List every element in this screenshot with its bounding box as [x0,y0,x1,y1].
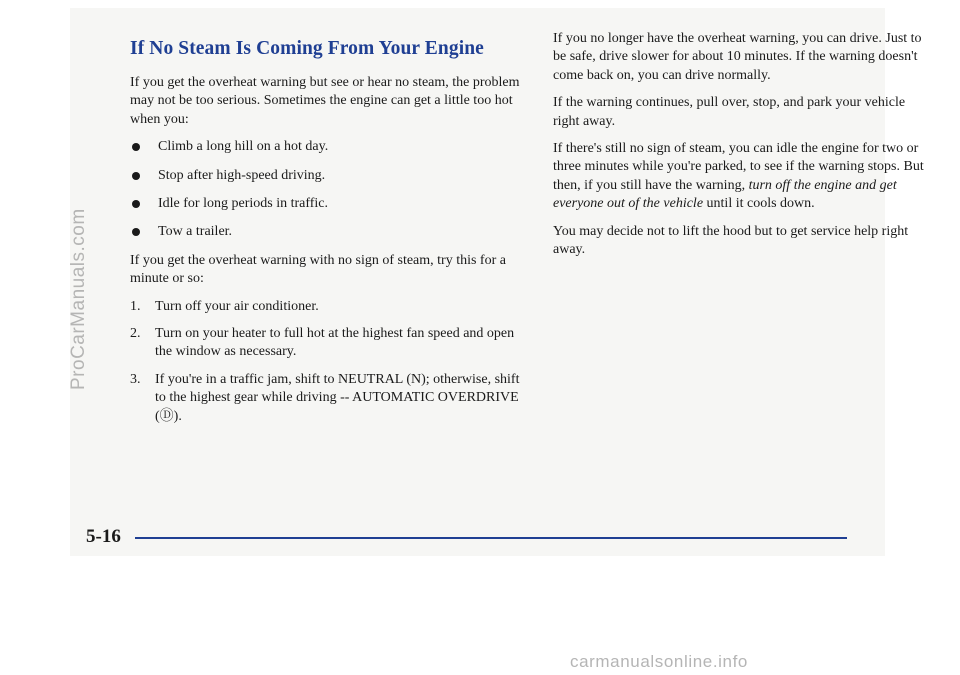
instruction-paragraph: If you get the overheat warning with no sign of steam, try this for a minute or so: [130,252,506,287]
list-item [130,167,520,185]
footer-rule [135,537,847,539]
list-item [130,138,520,156]
p3-italic-warning: turn off the engine and get everyone out of the vehicle [553,177,897,212]
right-paragraph-2: If the warning continues, pull over, stop, and park your vehicle right away. [553,95,906,129]
manual-page [70,8,924,556]
list-item [130,195,520,213]
list-item [130,223,520,241]
p3-text-end: until it cools down. [703,196,815,212]
steps-list [130,298,520,426]
step-text: If you're in a traffic jam, shift to NEUTRAL (N); otherwise, shift to the highest gear while driving -- AUTOMATIC OVERDRIVE (Ⓓ). [155,371,520,424]
right-paragraph-1: If you no longer have the overheat warning, you can drive. Just to be safe, drive slower for about 10 minutes. If the warning doesn't come back on, you can drive normally. [553,31,922,83]
right-paragraph-3 [553,140,933,214]
step-number: 1. [130,298,141,314]
right-paragraph-4: You may decide not to lift the hood but to get service help right away. [553,223,909,258]
list-item-text: Stop after high-speed driving. [158,167,326,183]
right-column [553,30,933,268]
bullet-icon [132,143,140,151]
bullet-icon [132,172,140,180]
intro-paragraph: If you get the overheat warning but see or hear no steam, the problem may not be too serious. Sometimes the engine can get a little too hot when you: [130,75,520,127]
watermark-bottom: carmanualsonline.info [570,652,748,671]
list-item-text: Climb a long hill on a hot day. [158,139,329,155]
bullet-icon [132,228,140,236]
bullet-icon [132,200,140,208]
step-item [130,371,520,426]
step-number: 3. [130,371,141,387]
page-number: 5-16 [86,526,121,547]
step-text: Turn off your air conditioner. [155,298,319,314]
list-item-text: Tow a trailer. [158,224,233,240]
watermark-vertical: ProCarManuals.com [68,208,89,390]
step-number: 2. [130,326,141,342]
conditions-list [130,138,520,242]
step-item [130,298,520,316]
page-footer [86,526,850,548]
section-heading: If No Steam Is Coming From Your Engine [130,38,484,59]
step-item [130,325,520,362]
left-column [130,30,520,435]
list-item-text: Idle for long periods in traffic. [158,196,329,212]
step-text: Turn on your heater to full hot at the highest fan speed and open the window as necessary. [155,326,515,360]
p3-text-start: If there's still no sign of steam, you can idle the engine for two or three minutes while you're parked, to see if the warning stops. But then, if you still have the warning, [553,141,924,193]
